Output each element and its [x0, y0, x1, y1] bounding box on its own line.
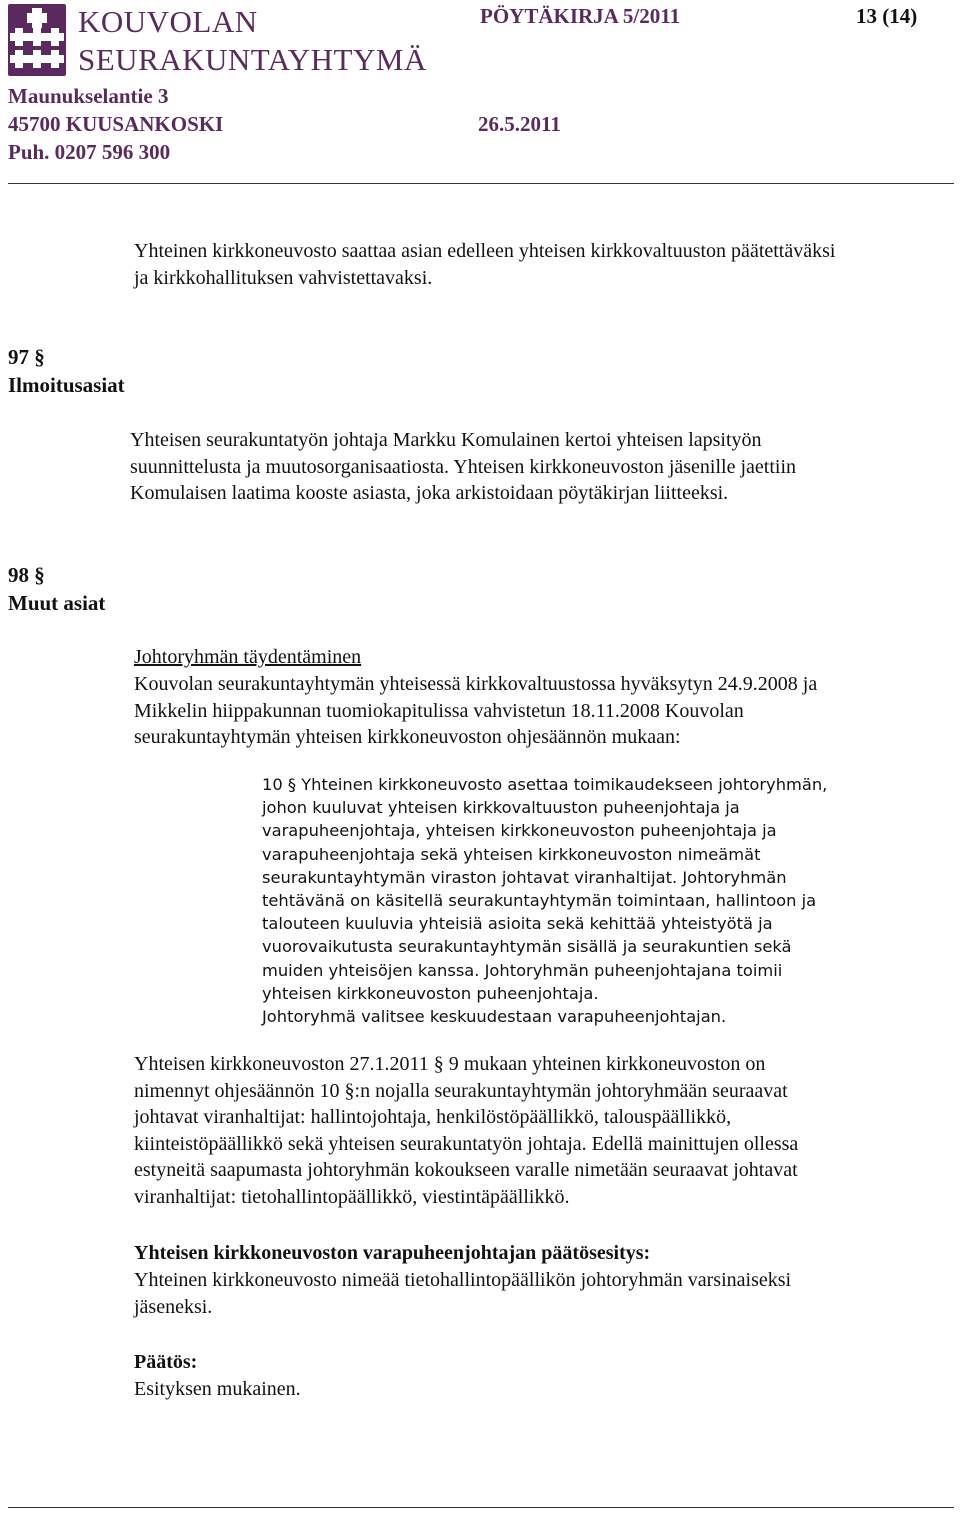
section-98-subheading: Johtoryhmän täydentäminen [134, 646, 362, 668]
rule-quote [262, 773, 827, 1028]
intro-paragraph [134, 238, 835, 291]
header-rule [8, 183, 954, 184]
text-line: ja kirkkohallituksen vahvistettavaksi. [134, 266, 433, 289]
section-98-paragraph-2 [134, 1051, 798, 1210]
text-line: estyneitä saapumasta johtoryhmän kokoukseen varalle nimetään seuraavat johtavat [134, 1159, 798, 1181]
quote-line: tehtävänä on käsitellä seurakuntayhtymän toimintaan, hallintoon ja [262, 891, 817, 911]
text-line: suunnittelusta ja muutosorganisaatiosta. Yhteisen kirkkoneuvoston jäsenille jaettiin [130, 455, 796, 478]
section-98-number: 98 § [8, 563, 45, 587]
address-city: 45700 KUUSANKOSKI [8, 112, 224, 136]
page-number: 13 (14) [856, 4, 918, 28]
proposal-heading: Yhteisen kirkkoneuvoston varapuheenjohtajan päätösesitys: [134, 1242, 651, 1264]
text-line: viranhaltijat: tietohallintopäällikkö, viestintäpäällikkö. [134, 1185, 570, 1208]
text-line: Yhteisen kirkkoneuvoston 27.1.2011 § 9 mukaan yhteinen kirkkoneuvoston on [134, 1053, 766, 1075]
section-97-number: 97 § [8, 345, 45, 369]
quote-line: Johtoryhmä valitsee keskuudestaan varapuheenjohtajan. [262, 1007, 727, 1027]
org-name-line2: SEURAKUNTAYHTYMÄ [78, 42, 427, 77]
text-line: seurakuntayhtymän yhteisen kirkkoneuvoston ohjesäännön mukaan: [134, 726, 681, 748]
quote-line: talouteen kuuluvia yhteisiä asioita sekä kehittää yhteistyötä ja [262, 914, 773, 934]
quote-line: muiden yhteisöjen kanssa. Johtoryhmän puheenjohtajana toimii [262, 960, 783, 980]
section-97-paragraph [130, 427, 796, 507]
meeting-date: 26.5.2011 [478, 112, 561, 136]
text-line: jäseneksi. [134, 1295, 213, 1318]
quote-line: varapuheenjohtaja sekä yhteisen kirkkoneuvoston nimeämät [262, 844, 761, 864]
quote-line: vuorovaikutusta seurakuntayhtymän sisällä ja seurakuntien sekä [262, 937, 792, 957]
quote-line: johon kuuluvat yhteisen kirkkovaltuuston puheenjohtaja ja [262, 798, 740, 818]
text-line: kiinteistöpäällikkö sekä yhteisen seurakuntatyön johtaja. Edellä mainittujen ollessa [134, 1132, 799, 1155]
text-line: Yhteisen seurakuntatyön johtaja Markku Komulainen kertoi yhteisen lapsityön [130, 429, 762, 451]
quote-line: seurakuntayhtymän viraston johtavat viranhaltijat. Johtoryhmän [262, 867, 787, 887]
quote-line: yhteisen kirkkoneuvoston puheenjohtaja. [262, 983, 599, 1003]
crosses-icon [8, 4, 66, 76]
text-line: Yhteinen kirkkoneuvosto saattaa asian edelleen yhteisen kirkkovaltuuston päätettäväksi [134, 240, 836, 262]
org-name-line1: KOUVOLAN [78, 4, 258, 39]
logo [8, 4, 66, 76]
text-line: Komulaisen laatima kooste asiasta, joka arkistoidaan pöytäkirjan liitteeksi. [130, 482, 729, 504]
proposal-text [134, 1267, 791, 1320]
doc-title: PÖYTÄKIRJA 5/2011 [480, 4, 681, 28]
text-line: nimennyt ohjesäännön 10 §:n nojalla seurakuntayhtymän johtoryhmään seuraavat [134, 1079, 788, 1102]
section-98-paragraph-1 [134, 671, 817, 751]
decision-text: Esityksen mukainen. [134, 1378, 301, 1400]
text-line: Yhteinen kirkkoneuvosto nimeää tietohallintopäällikön johtoryhmän varsinaiseksi [134, 1269, 792, 1291]
footer-rule [8, 1507, 954, 1508]
section-97-title: Ilmoitusasiat [8, 373, 125, 397]
quote-line: 10 § Yhteinen kirkkoneuvosto asettaa toimikaudekseen johtoryhmän, [262, 775, 828, 794]
section-98-title: Muut asiat [8, 591, 106, 615]
text-line: johtavat viranhaltijat: hallintojohtaja, henkilöstöpäällikkö, talouspäällikkö, [134, 1106, 732, 1128]
address-street: Maunukselantie 3 [8, 84, 169, 108]
quote-line: varapuheenjohtaja, yhteisen kirkkoneuvoston puheenjohtaja ja [262, 821, 777, 841]
decision-heading: Päätös: [134, 1351, 198, 1373]
text-line: Mikkelin hiippakunnan tuomiokapitulissa vahvistetun 18.11.2008 Kouvolan [134, 699, 744, 722]
phone: Puh. 0207 596 300 [8, 140, 171, 164]
text-line: Kouvolan seurakuntayhtymän yhteisessä kirkkovaltuustossa hyväksytyn 24.9.2008 ja [134, 673, 818, 695]
